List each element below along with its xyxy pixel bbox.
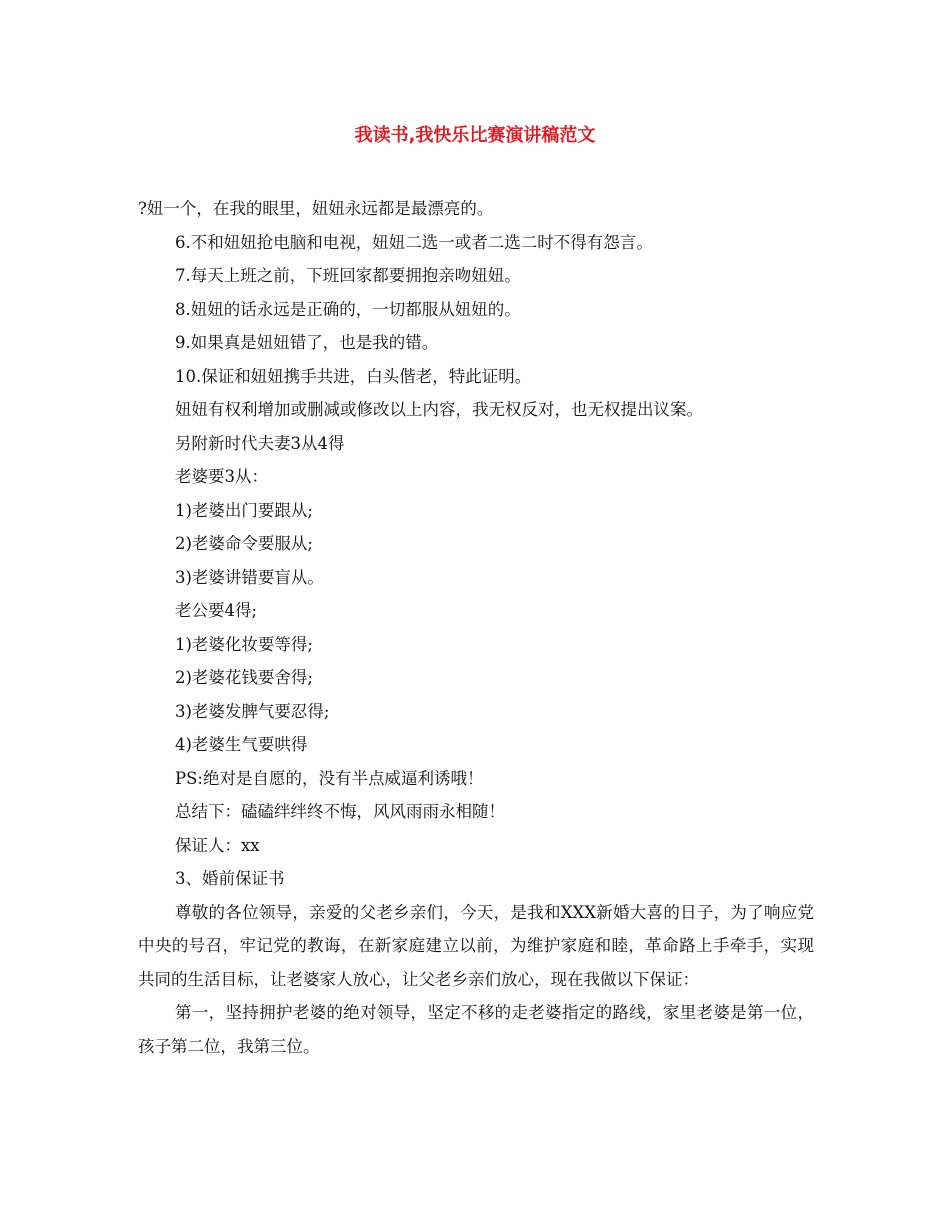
text-line: 9.如果真是妞妞错了，也是我的错。 xyxy=(175,333,439,352)
text-line: 总结下：磕磕绊绊终不悔，风风雨雨永相随！ xyxy=(175,802,505,821)
text-line: 7.每天上班之前，下班回家都要拥抱亲吻妞妞。 xyxy=(175,266,521,285)
document-body xyxy=(138,192,814,1063)
text-line: 3)老婆讲错要盲从。 xyxy=(175,567,324,587)
text-line: 1)老婆化妆要等得; xyxy=(175,634,313,654)
text-line: 10.保证和妞妞携手共进，白头偕老，特此证明。 xyxy=(175,366,532,386)
text-line: 1)老婆出门要跟从; xyxy=(175,500,313,520)
section-heading: 3、婚前保证书 xyxy=(175,869,285,888)
text-line: 4)老婆生气要哄得 xyxy=(175,735,308,754)
text-line: 妞妞有权利增加或删减或修改以上内容，我无权反对，也无权提出议案。 xyxy=(175,400,703,419)
text-line: 老婆要3从： xyxy=(175,467,268,486)
text-line: 2)老婆花钱要舍得; xyxy=(175,668,313,687)
paragraph: 尊敬的各位领导，亲爱的父老乡亲们，今天，是我和XXX新婚大喜的日子，为了响应党中央的号召，牢记党的教诲，在新家庭建立以前，为维护家庭和睦，革命路上手牵手，实现共同的生活目标，让老婆家人放心，让父老乡亲们放心，现在我做以下保证： xyxy=(138,902,814,989)
text-line: 保证人：xx xyxy=(175,835,260,855)
text-line: ?妞一个，在我的眼里，妞妞永远都是最漂亮的。 xyxy=(138,199,494,218)
document-title: 我读书,我快乐比赛演讲稿范文 xyxy=(354,125,596,146)
text-line: 6.不和妞妞抢电脑和电视，妞妞二选一或者二选二时不得有怨言。 xyxy=(175,232,653,252)
text-line: 8.妞妞的话永远是正确的，一切都服从妞妞的。 xyxy=(175,299,521,319)
paragraph: 第一，坚持拥护老婆的绝对领导，坚定不移的走老婆指定的路线，家里老婆是第一位，孩子第二位，我第三位。 xyxy=(138,1003,814,1056)
text-line: 2)老婆命令要服从; xyxy=(175,534,313,553)
text-line: 另附新时代夫妻3从4得 xyxy=(175,433,345,453)
text-line: PS:绝对是自愿的，没有半点威逼利诱哦！ xyxy=(175,768,484,788)
text-line: 3)老婆发脾气要忍得; xyxy=(175,701,330,721)
text-line: 老公要4得; xyxy=(175,601,258,620)
